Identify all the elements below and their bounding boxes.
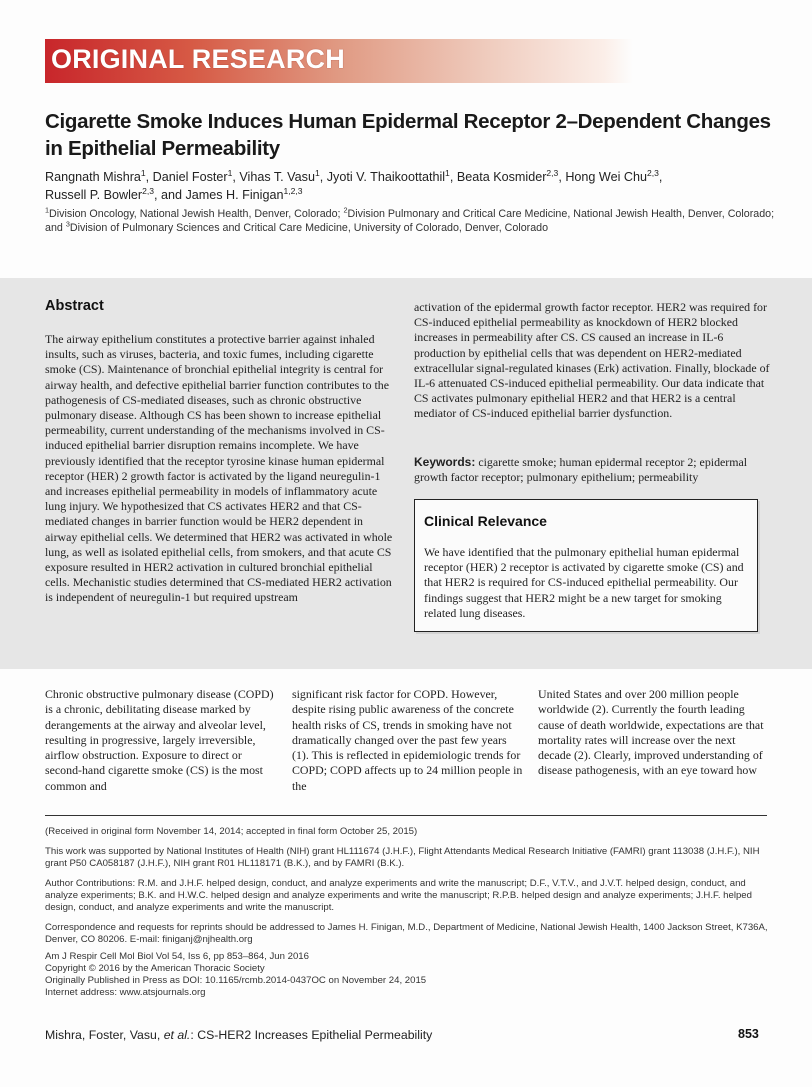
- received-dates: (Received in original form November 14, 2014; accepted in final form October 25, 2015): [45, 826, 418, 837]
- abstract-text-col1: The airway epithelium constitutes a protective barrier against inhaled insults, such as viruses, bacteria, and toxic fumes, including cigarette smoke (CS). Maintenance of bronchial epithelial integrity is central for airway health, and defective epithelial barrier function contributes to the pathogenesis of CS-mediated diseases, such as chronic obstructive pulmonary disease. Although CS has been shown to increase epithelial permeability, current understanding of the mechanisms involved in CS-induced epithelial barrier disruption remains incomplete. We have previously identified that the receptor tyrosine kinase human epidermal receptor (HER) 2 growth factor is activated by the ligand neuregulin-1 and increases epithelial permeability in models of inflammatory acute lung injury. We hypothesized that CS activates HER2 and that CS-mediated changes in barrier function would be HER2 dependent in airway epithelial cells. We determined that HER2 was activated in whole lung, as well as isolated epithelial cells, from smokers, and that acute CS exposure resulted in HER2 activation in cultured bronchial epithelial cells. Mechanistic studies determined that CS-mediated HER2 activation is independent of neuregulin-1 but required upstream: [45, 332, 393, 605]
- author: Vihas T. Vasu: [239, 170, 315, 184]
- author-affiliation-mark: 1: [227, 167, 233, 178]
- affiliation-number: 1: [45, 205, 50, 215]
- copyright-line: Copyright © 2016 by the American Thoracic Society: [45, 963, 265, 974]
- author: Russell P. Bowler: [45, 188, 143, 202]
- author-affiliation-mark: 2,3: [646, 167, 659, 178]
- funding-note: This work was supported by National Institutes of Health (NIH) grant HL111674 (J.H.F.), Flight Attendants Medical Research Initiative (FAMRI) grant 113038 (J.H.F.), NIH grant P50 CA058187 (J.H.F.), NIH grant R01 HL118171 (B.K.), and by FAMRI (B.K.).: [45, 846, 760, 870]
- author-contributions: Author Contributions: R.M. and J.H.F. helped design, conduct, and analyze experiments and write the manuscript; D.F., V.T.V., and J.V.T. helped design, conduct, and analyze experiments; B.K. and H.W.C. helped design and analyze experiments and write the manuscript; R.P.B. helped design and analyze experiments; J.H.F. helped design, conduct, and analyze experiments and write the manuscript.: [45, 878, 752, 914]
- author: James H. Finigan: [185, 188, 284, 202]
- running-head-title: : CS-HER2 Increases Epithelial Permeability: [190, 1028, 433, 1042]
- author-affiliation-mark: 1: [445, 167, 450, 178]
- section-banner: [45, 39, 633, 83]
- keywords-text: cigarette smoke; human epidermal receptor 2; epidermal growth factor receptor; pulmonary epithelium; permeability: [414, 455, 748, 485]
- affiliations: [45, 205, 785, 235]
- abstract-text-col2: activation of the epidermal growth factor receptor. HER2 was required for CS-induced epithelial permeability as knockdown of HER2 blocked increases in permeability after CS. CS caused an increase in IL-6 production by epithelial cells that was dependent on HER2-mediated extracellular signal-regulated kinases (Erk) activation. Finally, blockade of IL-6 attenuated CS-induced epithelial permeability. Our data indicate that CS activates pulmonary epithelial HER2 and that HER2 is a central mediator of CS-induced epithelial barrier dysfunction.: [414, 300, 770, 421]
- abstract-heading: Abstract: [45, 298, 104, 314]
- affiliation-text: Division Pulmonary and Critical Care Medicine, National Jewish Health, Denver, Colorado; and: [45, 208, 775, 234]
- body-text-col3: United States and over 200 million people worldwide (2). Currently the fourth leading cause of death worldwide, expectations are that mortality rates will increase over the next decade (2). Clearly, improved understanding of disease pathogenesis, with an eye toward how: [538, 687, 764, 778]
- author-list: Rangnath Mishra$^1$, Daniel Foster$^1$, Vihas T. Vasu$^1$, Jyoti V. Thaikoottathil$^1$, Beata Kosmider$^{2,3}$, Hong Wei Chu$^{2,3}$, Russell P. Bowler$^{2,3}$, and James H. Finigan$^{1,2,3}$: [45, 167, 663, 202]
- keywords: [414, 455, 770, 485]
- author-affiliation-mark: 2,3: [142, 185, 154, 196]
- author: Beata Kosmider: [456, 170, 547, 184]
- body-text-col1: Chronic obstructive pulmonary disease (COPD) is a chronic, debilitating disease marked by derangements at the airway and alveolar level, resulting in progressive, largely irreversible, airflow obstruction. Exposure to direct or second-hand cigarette smoke (CS) is the most common and: [45, 687, 274, 793]
- doi-line: Originally Published in Press as DOI: 10.1165/rcmb.2014-0437OC on November 24, 2015: [45, 975, 427, 986]
- author: Daniel Foster: [152, 170, 228, 184]
- clinical-relevance-heading: Clinical Relevance: [424, 513, 547, 529]
- footnote-divider: [45, 815, 767, 816]
- author-affiliation-mark: 2,3: [546, 167, 559, 178]
- running-head: [45, 1028, 432, 1042]
- keywords-label: Keywords:: [414, 455, 476, 469]
- author: Hong Wei Chu: [565, 170, 647, 184]
- internet-address: Internet address: www.atsjournals.org: [45, 987, 206, 998]
- page-number: 853: [738, 1027, 759, 1041]
- clinical-relevance-text: We have identified that the pulmonary epithelial human epidermal receptor (HER) 2 receptor is activated by cigarette smoke (CS) and that HER2 is required for CS-induced epithelial permeability. Our findings suggest that HER2 might be a new target for smoking related lung diseases.: [424, 545, 744, 620]
- author: Jyoti V. Thaikoottathil: [326, 170, 446, 184]
- author: Rangnath Mishra: [45, 170, 141, 184]
- affiliation-text: Division of Pulmonary Sciences and Critical Care Medicine, University of Colorado, Denver, Colorado: [69, 221, 549, 234]
- affiliation-text: Division Oncology, National Jewish Health, Denver, Colorado;: [49, 208, 344, 220]
- author-affiliation-mark: 1: [140, 167, 146, 178]
- citation-line: Am J Respir Cell Mol Biol Vol 54, Iss 6, pp 853–864, Jun 2016: [45, 951, 309, 962]
- correspondence-note: Correspondence and requests for reprints should be addressed to James H. Finigan, M.D., Department of Medicine, National Jewish Health, 1400 Jackson Street, K736A, Denver, CO 80206. E-mail: finiganj@njhealth.org: [45, 922, 768, 946]
- section-label: ORIGINAL RESEARCH: [51, 44, 345, 74]
- affiliation-number: 3: [65, 218, 70, 228]
- affiliation-number: 2: [343, 205, 348, 215]
- running-head-authors: Mishra, Foster, Vasu,: [45, 1028, 164, 1042]
- body-text-col2: significant risk factor for COPD. However, despite rising public awareness of the concrete health risks of CS, trends in smoking have not dramatically changed over the past few years (1). This is reflected in epidemiologic trends for COPD; COPD affects up to 24 million people in the: [292, 687, 523, 793]
- author-affiliation-mark: 1,2,3: [283, 185, 303, 196]
- running-head-etal: et al.: [163, 1028, 191, 1042]
- article-title: Cigarette Smoke Induces Human Epidermal Receptor 2–Dependent Changes in Epithelial Permeability: [45, 110, 771, 160]
- author-affiliation-mark: 1: [314, 167, 320, 178]
- clinical-relevance-box: [414, 499, 758, 632]
